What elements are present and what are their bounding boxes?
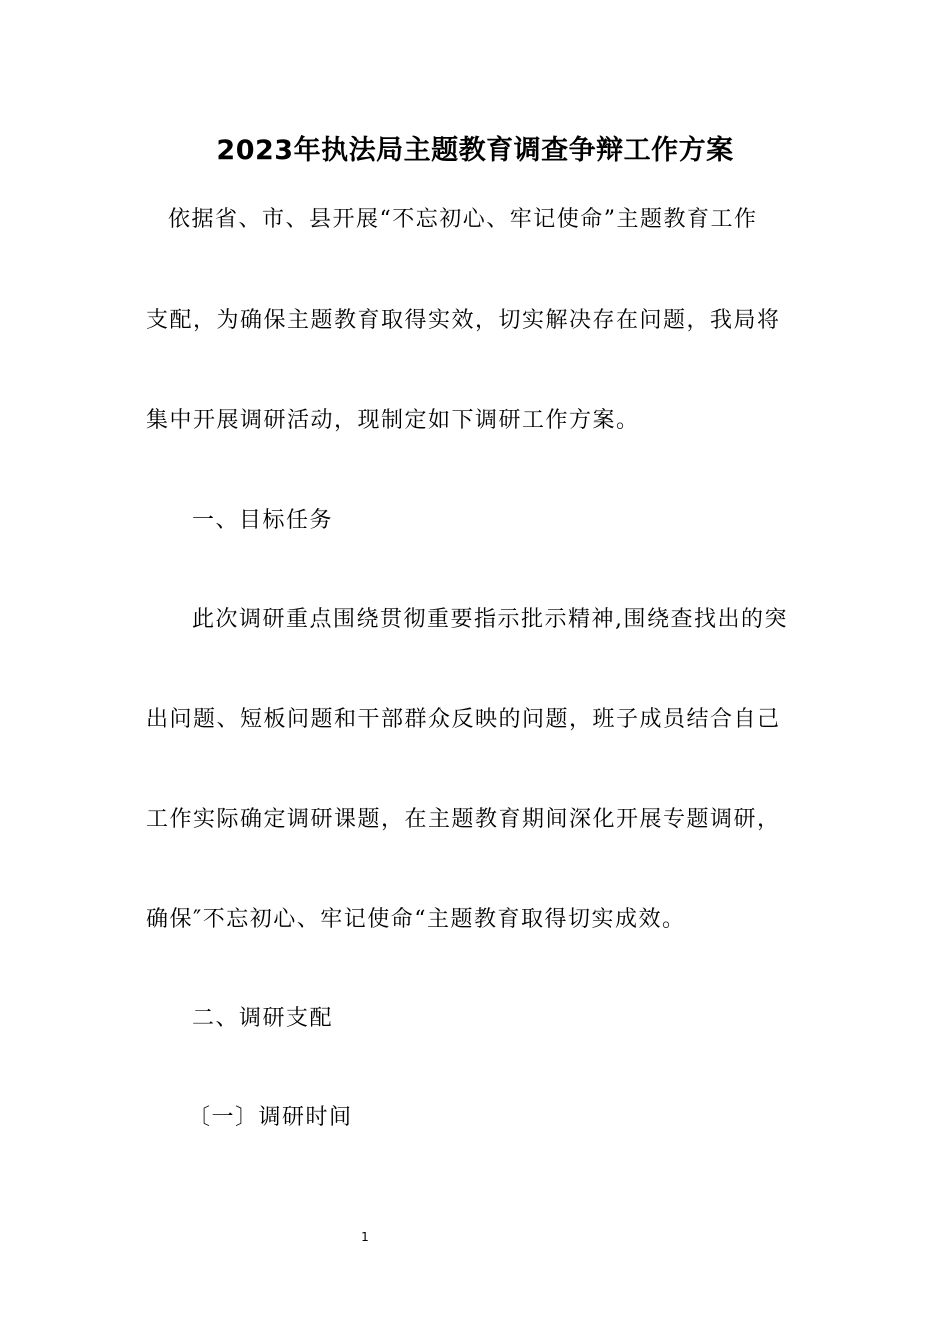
paragraph-line: 出问题、短板问题和干部群众反映的问题，班子成员结合自己: [146, 707, 781, 732]
paragraph-line: 确保″不忘初心、牢记使命“主题教育取得切实成效。: [146, 907, 686, 932]
section-heading: 一、目标任务: [192, 508, 334, 533]
paragraph-line: 此次调研重点围绕贯彻重要指示批示精神,围绕查找出的突: [192, 607, 788, 632]
paragraph-line: 集中开展调研活动，现制定如下调研工作方案。: [146, 408, 640, 433]
subsection-heading: 〔一〕调研时间: [188, 1105, 353, 1130]
paragraph-line: 依据省、市、县开展“不忘初心、牢记使命”主题教育工作: [168, 207, 758, 232]
document-title: 2023年执法局主题教育调查争辩工作方案: [216, 135, 734, 166]
page-number: 1: [361, 1230, 369, 1244]
paragraph-line: 支配，为确保主题教育取得实效，切实解决存在问题，我局将: [146, 308, 781, 333]
paragraph-line: 工作实际确定调研课题，在主题教育期间深化开展专题调研，: [146, 807, 781, 832]
section-heading: 二、调研支配: [192, 1006, 334, 1031]
